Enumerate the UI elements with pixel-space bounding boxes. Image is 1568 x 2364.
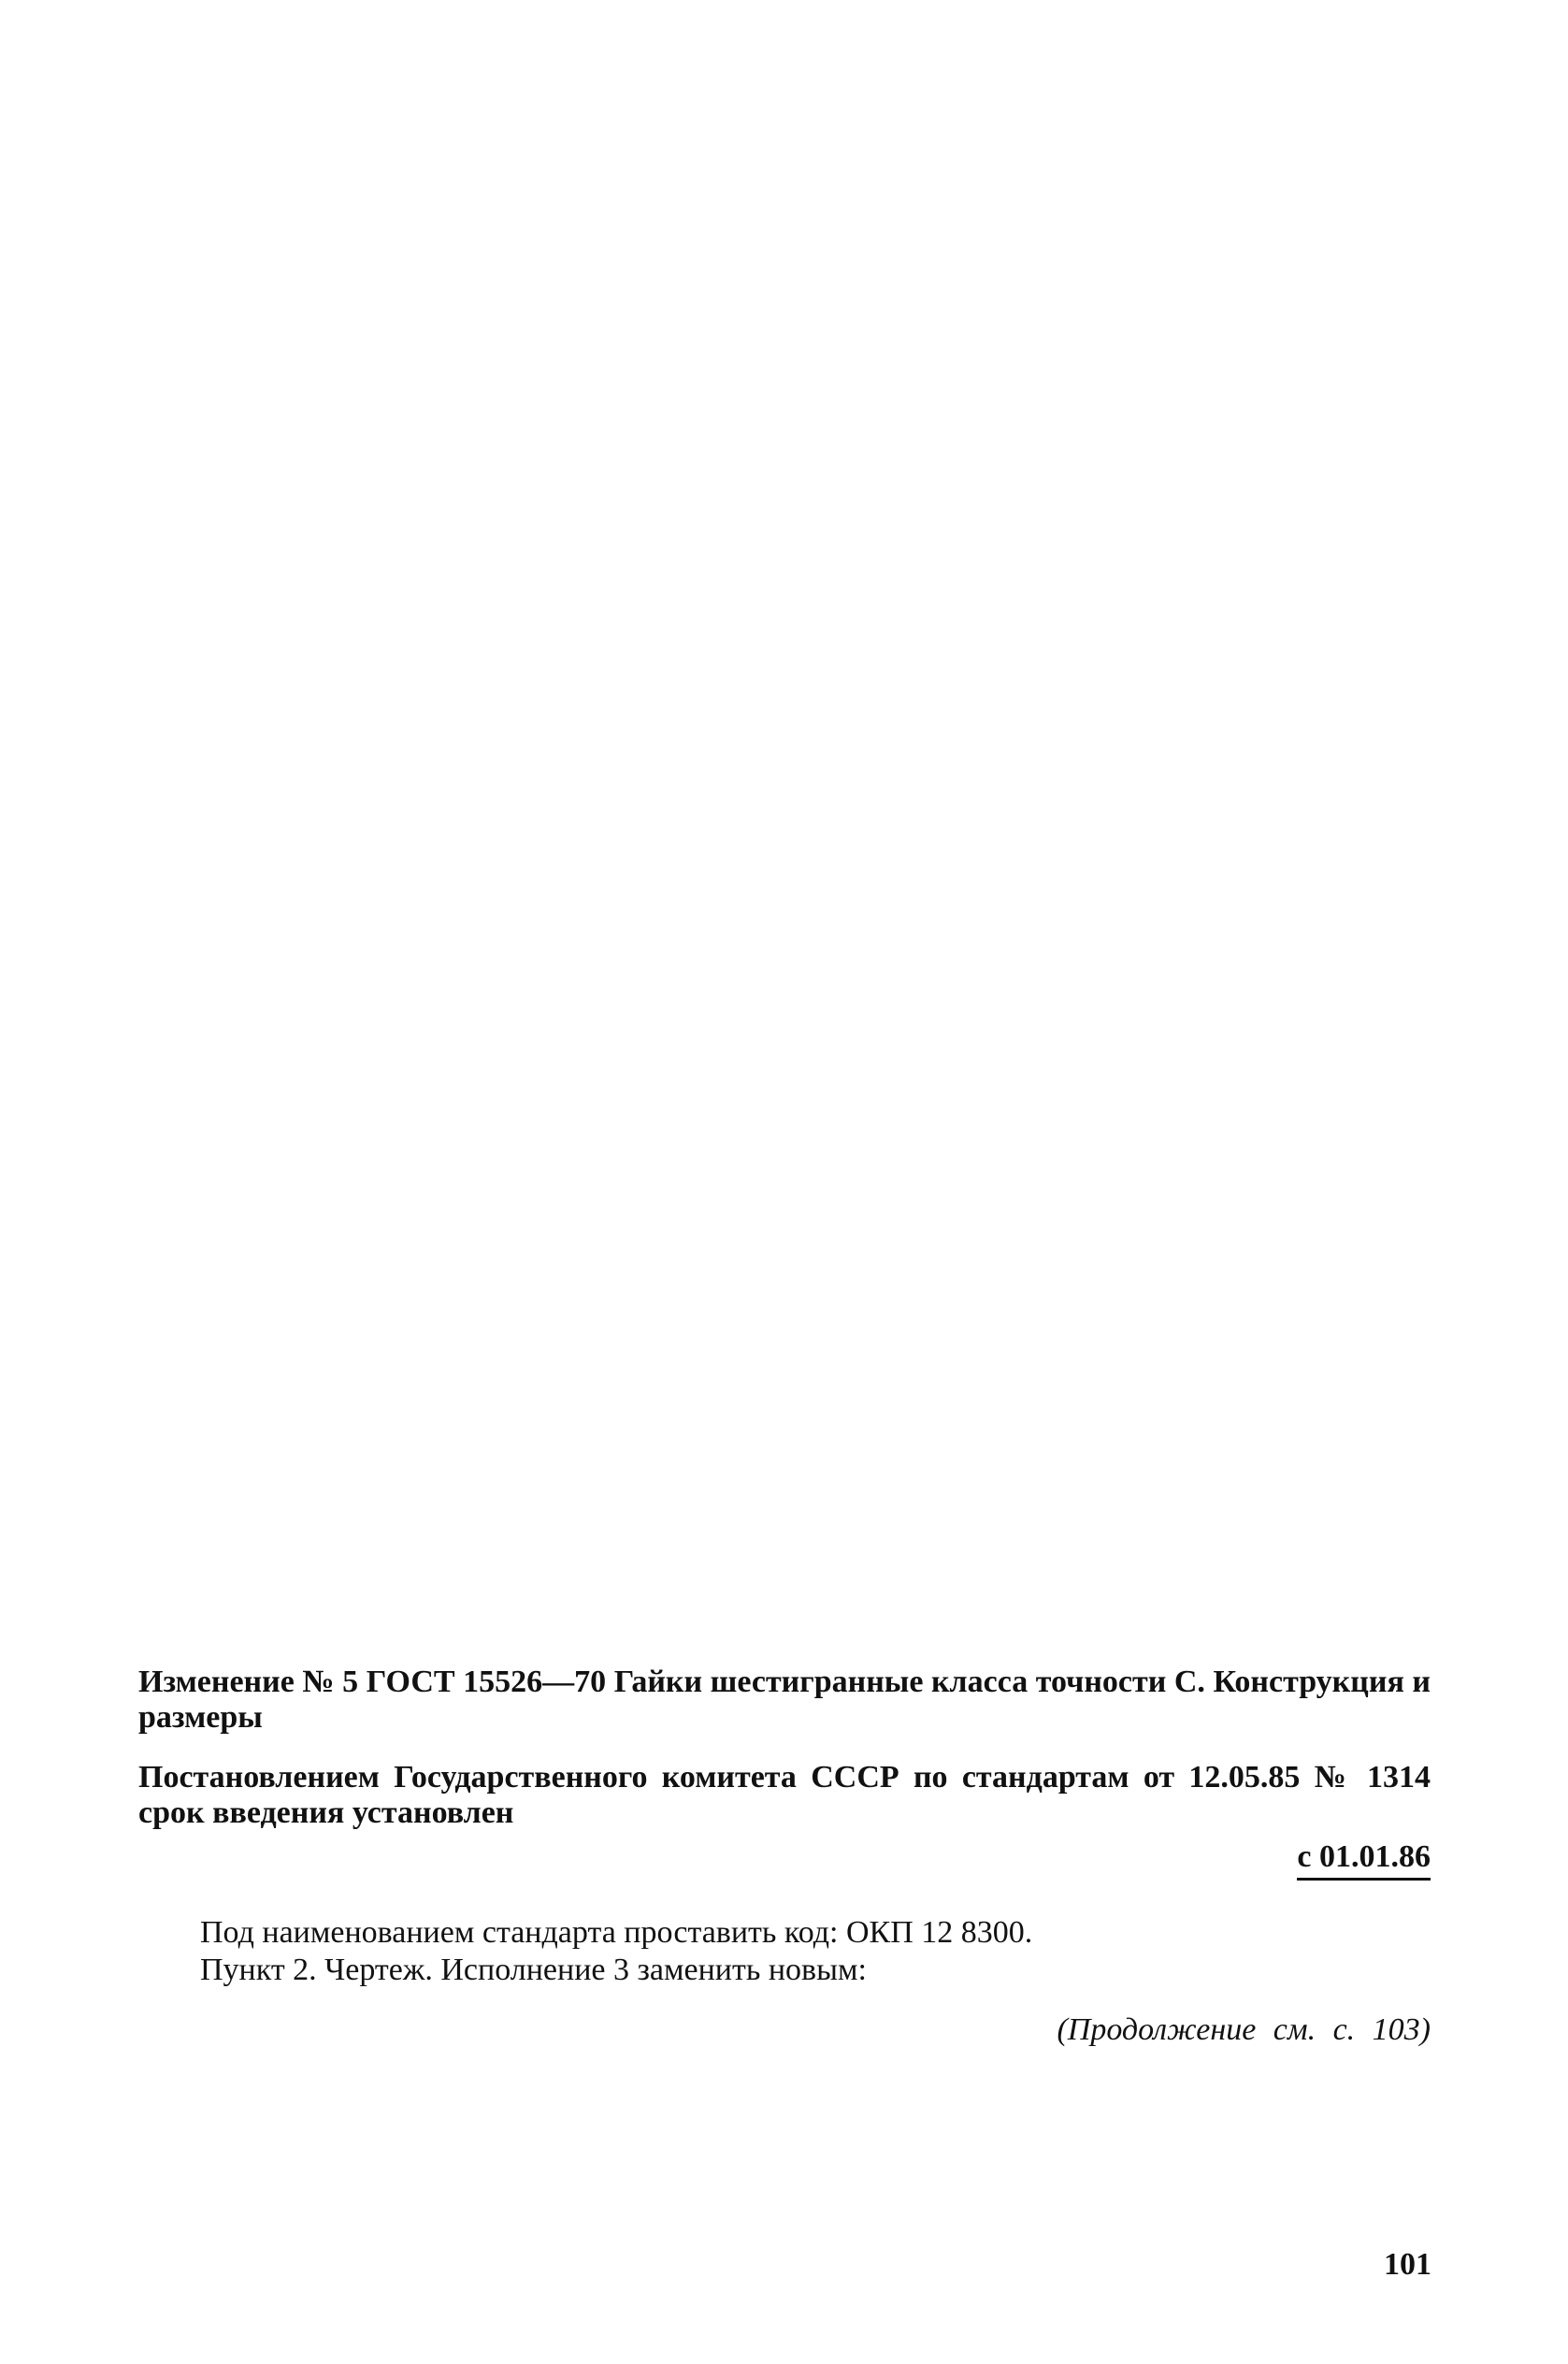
- continuation-note: (Продолжение см. с. 103): [1057, 2012, 1431, 2047]
- amendment-block: [138, 1665, 1431, 2049]
- page-number: 101: [1384, 2247, 1431, 2282]
- amendment-body: [200, 1914, 1431, 1989]
- decree-text: Постановлением Государственного комитета СССР по стандартам от 12.05.85 № 1314 срок введения установлен: [138, 1760, 1431, 1830]
- paragraph-okp-code: Под наименованием стандарта проставить код: ОКП 12 8300.: [200, 1915, 1033, 1950]
- effective-date-line: [138, 1838, 1431, 1881]
- effective-date: с 01.01.86: [1297, 1838, 1431, 1881]
- amendment-heading: Изменение № 5 ГОСТ 15526—70 Гайки шестигранные класса точности С. Конструкция и размеры: [138, 1665, 1431, 1735]
- paragraph-drawing-change: Пункт 2. Чертеж. Исполнение 3 заменить новым:: [200, 1953, 867, 1987]
